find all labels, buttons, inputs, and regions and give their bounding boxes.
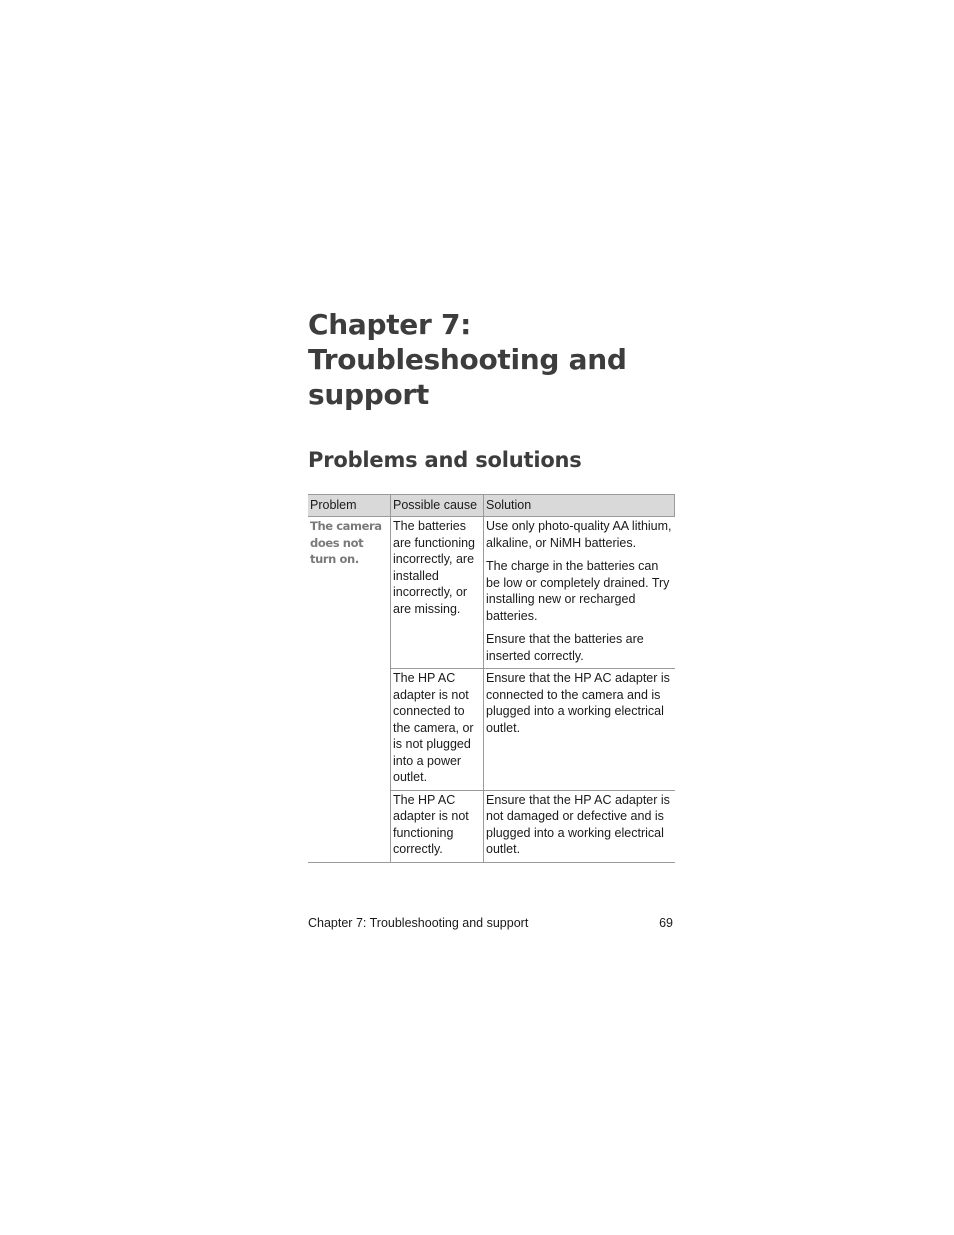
chapter-title-line: Troubleshooting and — [308, 343, 627, 376]
solution-paragraph: The charge in the batteries can be low or completely drained. Try installing new or recharged batteries. — [486, 559, 670, 623]
cause-cell: The batteries are functioning incorrectly, are installed incorrectly, or are missing. — [391, 517, 484, 669]
problems-table — [308, 494, 675, 863]
page-number: 69 — [659, 916, 673, 930]
chapter-title-line: Chapter 7: — [308, 308, 472, 341]
solution-paragraph: Ensure that the batteries are inserted correctly. — [486, 632, 644, 663]
cause-cell: The HP AC adapter is not functioning correctly. — [391, 790, 484, 862]
cause-cell: The HP AC adapter is not connected to the camera, or is not plugged into a power outlet. — [391, 669, 484, 791]
solution-paragraph: Ensure that the HP AC adapter is not damaged or defective and is plugged into a working electrical outlet. — [486, 792, 670, 856]
header-solution: Solution — [484, 495, 675, 517]
solution-cell — [484, 790, 675, 862]
section-title: Problems and solutions — [308, 448, 582, 472]
header-possible-cause: Possible cause — [391, 495, 484, 517]
problem-cell: The camera does not turn on. — [308, 517, 391, 863]
table-row — [308, 517, 675, 669]
solution-cell — [484, 669, 675, 791]
chapter-title-line: support — [308, 378, 430, 411]
table-header-row — [308, 495, 675, 517]
footer-chapter-label: Chapter 7: Troubleshooting and support — [308, 916, 529, 930]
header-problem: Problem — [308, 495, 391, 517]
solution-paragraph: Use only photo-quality AA lithium, alkaline, or NiMH batteries. — [486, 519, 672, 550]
solution-paragraph: Ensure that the HP AC adapter is connected to the camera and is plugged into a working electrical outlet. — [486, 671, 670, 735]
chapter-title — [308, 307, 675, 412]
solution-cell — [484, 517, 675, 669]
